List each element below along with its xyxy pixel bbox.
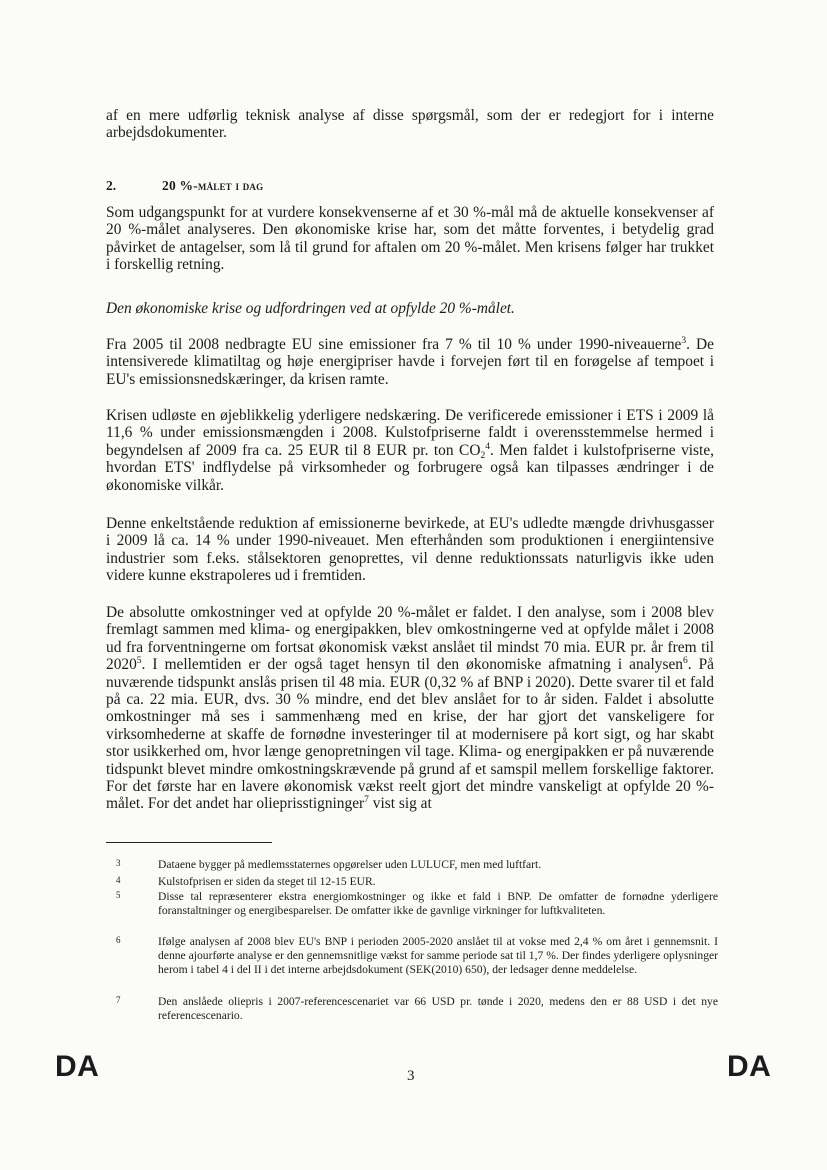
section-heading: [106, 178, 263, 194]
subheading: Den økonomiske krise og udfordringen ved at opfylde 20 %-målet.: [106, 300, 515, 317]
footnote: [106, 875, 718, 889]
footnote-number: 5: [116, 890, 121, 900]
footnote: [106, 995, 718, 1023]
footnote-number: 3: [116, 858, 121, 868]
footnote-text: Ifølge analysen af 2008 blev EU's BNP i perioden 2005-2020 anslået til at vokse med 2,4 % om året i gennemsnit. I denne ajourførte analyse er den gennemsnitlige vækst for samme periode sat til 1,7 %. Der findes yderligere oplysninger herom i tabel 4 i del II i det interne arbejdsdokument (SEK(2010) 650), der ledsager denne meddelelse.: [158, 935, 718, 976]
paragraph-1: Som udgangspunkt for at vurdere konsekvenserne af et 30 %-mål må de aktuelle konsekvenser af 20 %-målet analyseres. Den økonomiske krise har, som det måtte forventes, i betydelig grad påvirket de antagelser, som lå til grund for aftalen om 20 %-målet. Men krisens følger har trukket i forskellig retning.: [106, 204, 714, 274]
intro-paragraph: af en mere udførlig teknisk analyse af disse spørgsmål, som der er redegjort for i interne arbejdsdokumenter.: [106, 107, 714, 142]
footnote-text: Disse tal repræsenterer ekstra energiomkostninger og ikke et fald i BNP. De omfatter de fornødne yderligere foranstaltninger og energibesparelser. De omfatter ikke de gavnlige virkninger for luftkvaliteten.: [158, 890, 718, 917]
footnote-text: Kulstofprisen er siden da steget til 12-15 EUR.: [158, 875, 376, 888]
footnote-ref[interactable]: 3: [681, 336, 687, 346]
footnote-ref[interactable]: 4: [485, 441, 490, 452]
page-number: 3: [407, 1068, 415, 1084]
paragraph-3: Krisen udløste en øjeblikkelig yderligere nedskæring. De verificerede emissioner i ETS i 2009 lå 11,6 % under emissionsmængden i 2008. Kulstofpriserne faldt i overensstemmelse hermed i begyndelsen af 2009 fra ca. 25 EUR til 8 EUR pr. ton $CO_2^4$. Men faldet i kulstofpriserne viste, hvordan ETS' indflydelse på virksomheder og forbrugere også kan tilpasses ændringer i de økonomiske vilkår.: [106, 407, 714, 494]
paragraph-4: Denne enkeltstående reduktion af emissionerne bevirkede, at EU's udledte mængde drivhusgasser i 2009 lå ca. 14 % under 1990-niveauet. Men efterhånden som produktionen i energiintensive industrier som f.eks. stålsektoren genoprettes, vil denne reduktionssats naturligvis ikke uden videre kunne ekstrapoleres ud i fremtiden.: [106, 515, 714, 585]
section-number: 2.: [106, 178, 117, 193]
footnote-divider: [106, 842, 272, 843]
language-code-right: DA: [727, 1050, 772, 1083]
footnote: [106, 935, 718, 976]
footnote-number: 7: [116, 995, 121, 1005]
footnote: [106, 890, 718, 918]
footnote: [106, 858, 718, 872]
footnote-text: Dataene bygger på medlemsstaternes opgørelser uden LULUCF, men med luftfart.: [158, 858, 542, 871]
section-title: 20 %-målet i dag: [162, 178, 264, 193]
footnote-ref[interactable]: 5: [136, 656, 142, 667]
footnote-number: 6: [116, 935, 121, 945]
footnote-ref[interactable]: 7: [364, 795, 369, 806]
footnote-text: Den anslåede oliepris i 2007-referencescenariet var 66 USD pr. tønde i 2020, medens den er 88 USD i det nye referencescenario.: [158, 995, 718, 1022]
footnote-ref[interactable]: 6: [682, 656, 688, 667]
language-code-left: DA: [55, 1050, 100, 1083]
footnote-number: 4: [116, 875, 121, 885]
paragraph-5: De absolutte omkostninger ved at opfylde 20 %-målet er faldet. I den analyse, som i 2008 blev fremlagt sammen med klima- og energipakken, blev omkostningerne ved at opfylde målet i 2008 ud fra forventningerne om fortsat økonomisk vækst anslået til mindst 70 mia. EUR pr. år frem til 2020$^5$. I mellemtiden er der også taget hensyn til den økonomiske afmatning i analysen$^6$. På nuværende tidspunkt anslås prisen til 48 mia. EUR (0,32 % af BNP i 2020). Dette svarer til et fald på ca. 22 mia. EUR, dvs. 30 % mindre, end det blev anslået for to år siden. Faldet i absolutte omkostninger må ses i sammenhæng med en krise, der har gjort det vanskeligere for virksomhederne at skaffe de fornødne investeringer til at modernisere på kort sigt, og har skabt stor usikkerhed om, hvor længe genopretningen vil tage. Klima- og energipakken er på nuværende tidspunkt blevet mindre omkostningskrævende på grund af et samspil mellem forskellige faktorer. For det første har en lavere økonomisk vækst reelt gjort det mindre vanskeligt at opfylde 20 %-målet. For det andet har olieprisstigninger$^7$ vist sig at: [106, 604, 715, 813]
paragraph-2: Fra 2005 til 2008 nedbragte EU sine emissioner fra 7 % til 10 % under 1990-niveauerne$^3$. De intensiverede klimatiltag og høje energipriser havde i forvejen ført til en forøgelse af tempoet i EU's emissionsnedskæringer, da krisen ramte.: [106, 336, 714, 388]
